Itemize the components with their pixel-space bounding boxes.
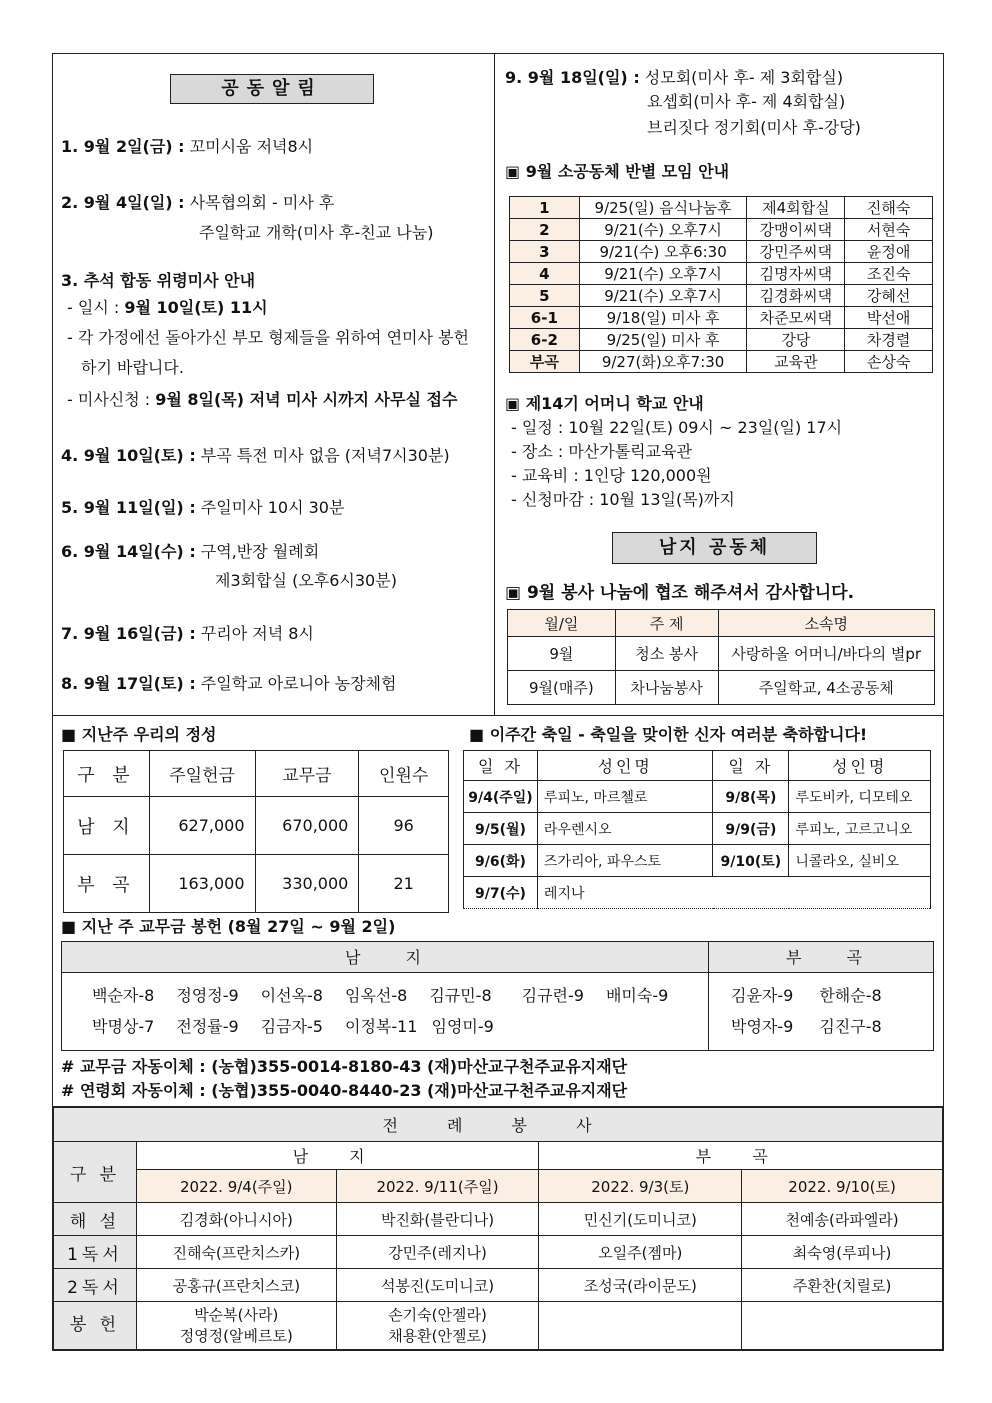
feast-saints: 루피노, 마르첼로 [537,781,713,813]
liturgy-section [53,1106,943,1350]
group-leader: 박선애 [845,307,933,329]
monthly-dues-box [61,941,934,1051]
group-place: 김경화씨댁 [747,285,845,307]
middle-section [53,717,943,1105]
liturgy-role: 2독서 [54,1269,137,1302]
group-place: 강민주씨댁 [747,241,845,263]
group-time: 9/21(수) 오후7시 [579,285,747,307]
group-number: 부곡 [510,351,580,373]
offering-title: ■ 지난주 우리의 정성 [61,725,217,744]
offering-value: 670,000 [255,797,359,855]
chuseok-line2: 하기 바랍니다. [81,358,184,377]
right-column [495,54,943,716]
feast-date: 9/7(수) [464,877,538,909]
liturgy-cell: 천예송(라파엘라) [742,1203,943,1236]
group-place: 강맹이씨댁 [747,219,845,241]
feast-header-date: 일 자 [713,751,789,781]
liturgy-cell: 진해숙(프란치스카) [136,1236,336,1269]
mothers-school-line4: - 신청마감 : 10월 13일(목)까지 [511,490,735,509]
feast-date: 9/5(월) [464,813,538,845]
chuseok-line1: - 각 가정에선 돌아가신 부모 형제들을 위하여 연미사 봉헌 [67,328,469,347]
liturgy-date: 2022. 9/4(주일) [136,1170,336,1203]
group-leader: 윤정애 [845,241,933,263]
group-leader: 손상숙 [845,351,933,373]
monthly-bugok-row2: 박영자-9 김진구-8 [731,1017,882,1036]
notice-item-8: 8. 9월 17일(토) : 주일학교 아로니아 농장체험 [61,674,397,693]
group-row [510,351,933,373]
offering-header-sunday: 주일헌금 [149,751,255,797]
liturgy-date: 2022. 9/10(토) [742,1170,943,1203]
feast-saints: 니콜라오, 실비오 [789,845,931,877]
group-place: 제4회합실 [747,197,845,219]
thx-cell: 9월 [508,637,616,671]
feast-saints: 즈가리아, 파우스토 [537,845,713,877]
chuseok-apply: - 미사신청 : 9월 8일(목) 저녁 미사 시까지 사무실 접수 [67,390,458,409]
liturgy-cell: 공홍규(프란치스코) [136,1269,336,1302]
feast-title: ■ 이주간 축일 - 축일을 맞이한 신자 여러분 축하합니다! [469,725,868,744]
monthly-namji-row2: 박명상-7 전정률-9 김금자-5 이정복-11 임영미-9 [92,1017,494,1036]
notice-item-6: 6. 9월 14일(수) : 구역,반장 월례회 [61,542,320,561]
group-time: 9/27(화)오후7:30 [579,351,747,373]
notice-item-5: 5. 9월 11일(일) : 주일미사 10시 30분 [61,498,345,517]
feast-saints: 루도비카, 디모테오 [789,781,931,813]
liturgy-cell [539,1302,742,1350]
liturgy-namji: 남 지 [136,1142,539,1170]
liturgy-cell: 김경화(아니시아) [136,1203,336,1236]
group-time: 9/21(수) 오후7시 [579,219,747,241]
monthly-namji-label: 남 지 [345,948,441,967]
top-section [53,54,943,716]
liturgy-role: 1독서 [54,1236,137,1269]
group-time: 9/21(수) 오후7시 [579,263,747,285]
group-number: 5 [510,285,580,307]
mothers-school-line3: - 교육비 : 1인당 120,000원 [511,466,712,485]
feast-date: 9/8(목) [713,781,789,813]
group-row [510,219,933,241]
monthly-bugok-label: 부 곡 [786,948,882,967]
chuseok-date: - 일시 : 9월 10일(토) 11시 [67,298,268,317]
group-leader: 서현숙 [845,219,933,241]
group-time: 9/25(일) 음식나눔후 [579,197,747,219]
group-time: 9/18(일) 미사 후 [579,307,747,329]
liturgy-cell: 석봉진(도미니코) [336,1269,539,1302]
offering-row-label: 부 곡 [64,855,150,913]
groups-title: ▣ 9월 소공동체 반별 모임 안내 [505,162,730,181]
group-leader: 진해숙 [845,197,933,219]
thx-cell: 9월(매주) [508,671,616,705]
liturgy-role: 봉 헌 [54,1302,137,1350]
funeral-account: # 연령회 자동이체 : (농협)355-0040-8440-23 (재)마산교구천주교유지재단 [61,1081,628,1100]
group-leader: 차경렬 [845,329,933,351]
group-row [510,241,933,263]
group-number: 6-2 [510,329,580,351]
group-place: 차준모씨댁 [747,307,845,329]
notice-item-3: 3. 추석 합동 위령미사 안내 [61,271,256,290]
monthly-dues-header [62,942,933,973]
monthly-bugok-row1: 김윤자-9 한해순-8 [731,986,882,1005]
liturgy-category: 구 분 [54,1142,137,1203]
thx-header-group: 소속명 [718,610,934,637]
notice-item-4: 4. 9월 10일(토) : 부곡 특전 미사 없음 (저녁7시30분) [61,446,450,465]
namji-community-title: 남지 공동체 [612,532,817,564]
namji-service-table [507,609,935,705]
liturgy-cell: 손기숙(안젤라) 채용환(안젤로) [336,1302,539,1350]
group-time: 9/21(수) 오후6:30 [579,241,747,263]
feast-date: 9/10(토) [713,845,789,877]
notice-item-6-cont: 제3회합실 (오후6시30분) [215,571,397,590]
feast-date: 9/4(주일) [464,781,538,813]
feast-header-date: 일 자 [464,751,538,781]
notice-item-7: 7. 9월 16일(금) : 꾸리아 저녁 8시 [61,624,314,643]
notice-item-1: 1. 9월 2일(금) : 꼬미시움 저녁8시 [61,137,314,156]
mothers-school-line2: - 장소 : 마산가톨릭교육관 [511,442,692,461]
group-place: 김명자씨댁 [747,263,845,285]
offering-value: 96 [359,797,449,855]
notice-item-9-line3: 브리짓다 정기회(미사 후-강당) [647,118,861,137]
monthly-divider [708,942,709,1050]
group-number: 4 [510,263,580,285]
liturgy-date: 2022. 9/11(주일) [336,1170,539,1203]
offering-value: 330,000 [255,855,359,913]
feast-saints: 루피노, 고르고니오 [789,813,931,845]
feast-saints: 레지나 [537,877,930,909]
notice-item-9: 9. 9월 18일(일) : 성모회(미사 후- 제 3회합실) [505,68,844,87]
group-leader: 강혜선 [845,285,933,307]
feast-date: 9/6(화) [464,845,538,877]
mothers-school-title: ▣ 제14기 어머니 학교 안내 [505,394,704,413]
offering-value: 21 [359,855,449,913]
offering-header-category: 구 분 [64,751,150,797]
liturgy-cell: 주환찬(치릴로) [742,1269,943,1302]
group-row [510,285,933,307]
notice-item-2-cont: 주일학교 개학(미사 후-친교 나눔) [199,223,434,242]
liturgy-cell [742,1302,943,1350]
group-time: 9/25(일) 미사 후 [579,329,747,351]
group-row [510,329,933,351]
thx-cell: 청소 봉사 [615,637,718,671]
thx-cell: 차나눔봉사 [615,671,718,705]
mothers-school-line1: - 일정 : 10월 22일(토) 09시 ~ 23일(일) 17시 [511,418,843,437]
feast-saints: 라우렌시오 [537,813,713,845]
group-number: 2 [510,219,580,241]
notice-item-2: 2. 9월 4일(일) : 사목협의회 - 미사 후 [61,193,335,212]
group-leader: 조진숙 [845,263,933,285]
liturgy-cell: 강민주(레지나) [336,1236,539,1269]
feast-table [463,750,931,909]
feast-header-saint: 성인명 [537,751,713,781]
monthly-dues-title: ■ 지난 주 교무금 봉헌 (8월 27일 ~ 9월 2일) [61,917,396,936]
groups-table [509,196,933,373]
group-row [510,307,933,329]
feast-header-saint: 성인명 [789,751,931,781]
group-number: 1 [510,197,580,219]
liturgy-role: 해 설 [54,1203,137,1236]
liturgy-cell: 박순복(사라) 정영정(알베르토) [136,1302,336,1350]
dues-account: # 교무금 자동이체 : (농협)355-0014-8180-43 (재)마산교구천주교유지재단 [61,1057,628,1076]
offering-value: 627,000 [149,797,255,855]
liturgy-bugok: 부 곡 [539,1142,943,1170]
notice-title: 공동알림 [170,74,374,104]
offering-value: 163,000 [149,855,255,913]
liturgy-cell: 오일주(젬마) [539,1236,742,1269]
thx-cell: 주일학교, 4소공동체 [718,671,934,705]
offering-header-count: 인원수 [359,751,449,797]
feast-date: 9/9(금) [713,813,789,845]
group-row [510,263,933,285]
liturgy-cell: 최숙영(루피나) [742,1236,943,1269]
liturgy-title: 전 례 봉 사 [54,1108,943,1142]
bulletin-page [52,53,944,1351]
thx-cell: 사랑하올 어머니/바다의 별pr [718,637,934,671]
offering-header-dues: 교무금 [255,751,359,797]
namji-thanks: ▣ 9월 봉사 나눔에 협조 해주셔서 감사합니다. [505,583,855,603]
group-place: 강당 [747,329,845,351]
liturgy-date: 2022. 9/3(토) [539,1170,742,1203]
thx-header-date: 월/일 [508,610,616,637]
monthly-namji-row1: 백순자-8 정영정-9 이선옥-8 임옥선-8 김규민-8 김규련-9 배미숙-9 [92,986,669,1005]
thx-header-topic: 주 제 [615,610,718,637]
group-number: 6-1 [510,307,580,329]
liturgy-cell: 민신기(도미니코) [539,1203,742,1236]
notice-item-9-line2: 요셉회(미사 후- 제 4회합실) [647,92,846,111]
group-place: 교육관 [747,351,845,373]
group-row [510,197,933,219]
liturgy-table [53,1107,943,1350]
offering-table [63,750,449,913]
liturgy-cell: 박진화(블란디나) [336,1203,539,1236]
liturgy-cell: 조성국(라이문도) [539,1269,742,1302]
group-number: 3 [510,241,580,263]
offering-row-label: 남 지 [64,797,150,855]
notice-column [53,54,495,716]
